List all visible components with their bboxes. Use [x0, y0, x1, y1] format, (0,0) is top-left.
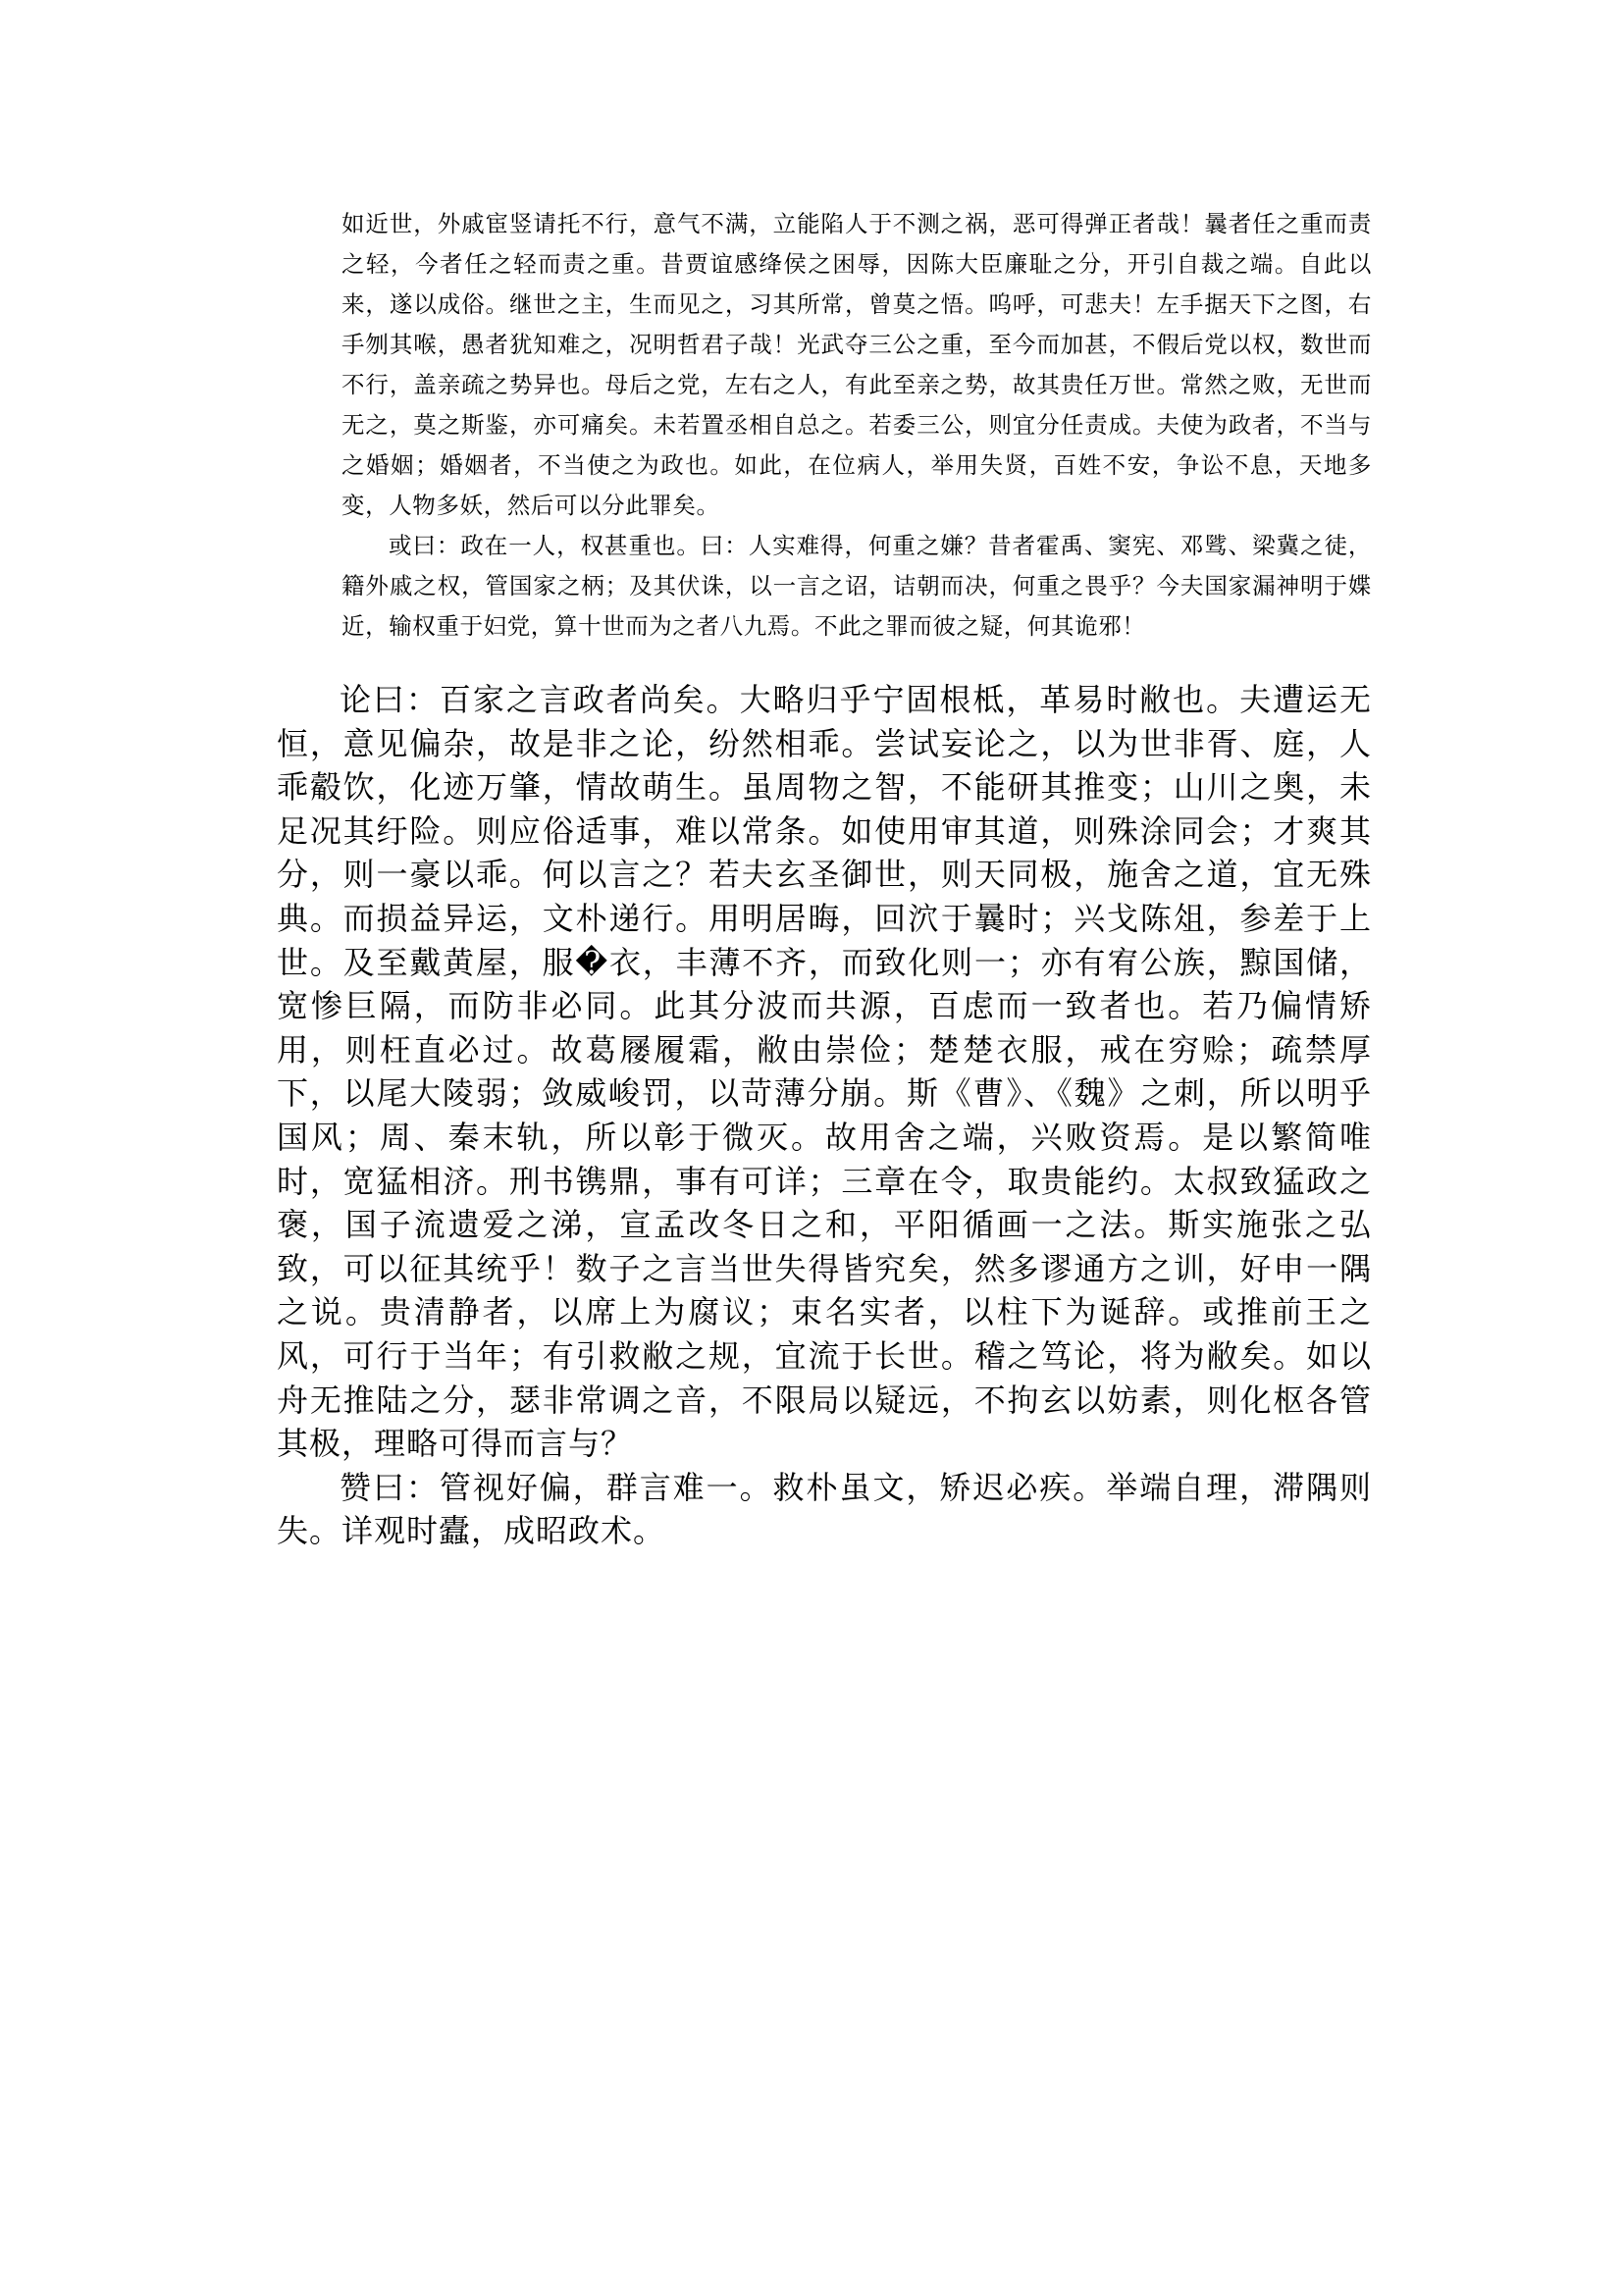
quoted-text-block [341, 204, 1372, 647]
main-text-block [277, 678, 1372, 1553]
quote-paragraph-2: 或曰：政在一人，权甚重也。曰：人实难得，何重之嫌？昔者霍禹、窦宪、邓骘、梁冀之徒，籍外戚之权，管国家之柄；及其伏诛，以一言之诏，诘朝而决，何重之畏乎？今夫国家漏神明于媟近，输权重于妇党，算十世而为之者八九焉。不此之罪而彼之疑，何其诡邪！ [341, 532, 1372, 640]
eulogy-paragraph: 赞曰：管视好偏，群言难一。救朴虽文，矫迟必疾。举端自理，滞隅则失。详观时蠹，成昭政术。 [277, 1468, 1372, 1550]
commentary-paragraph: 论曰：百家之言政者尚矣。大略归乎宁固根柢，革易时敝也。夫遭运无恒，意见偏杂，故是非之论，纷然相乖。尝试妄论之，以为世非胥、庭，人乖觳饮，化迹万肇，情故萌生。虽周物之智，不能研其推变；山川之奥，未足况其纡险。则应俗适事，难以常条。如使用审其道，则殊涂同会；才爽其分，则一豪以乖。何以言之？若夫玄圣御世，则天同极，施舍之道，宜无殊典。而损益异运，文朴递行。用明居晦，回泬于曩时；兴戈陈俎，参差于上世。及至戴黄屋，服�衣，丰薄不齐，而致化则一；亦有宥公族，黥国储，宽惨巨隔，而防非必同。此其分波而共源，百虑而一致者也。若乃偏情矫用，则枉直必过。故葛屦履霜，敝由崇俭；楚楚衣服，戒在穷赊；疏禁厚下，以尾大陵弱；敛威峻罚，以苛薄分崩。斯《曹》、《魏》之刺，所以明乎国风；周、秦末轨，所以彰于微灭。故用舍之端，兴败资焉。是以繁简唯时，宽猛相济。刑书镌鼎，事有可详；三章在令，取贵能约。太叔致猛政之褒，国子流遗爱之涕，宣孟改冬日之和，平阳循画一之法。斯实施张之弘致，可以征其统乎！数子之言当世失得皆究矣，然多谬通方之训，好申一隅之说。贵清静者，以席上为腐议；束名实者，以柱下为诞辞。或推前王之风，可行于当年；有引救敝之规，宜流于长世。稽之笃论，将为敝矣。如以舟无推陆之分，瑟非常调之音，不限局以疑远，不拘玄以妨素，则化枢各管其极，理略可得而言与？ [277, 681, 1372, 1463]
quote-paragraph-1: 如近世，外戚宦竖请托不行，意气不满，立能陷人于不测之祸，恶可得弹正者哉！曩者任之重而责之轻，今者任之轻而责之重。昔贾谊感绛侯之困辱，因陈大臣廉耻之分，开引自裁之端。自此以来，遂以成俗。继世之主，生而见之，习其所常，曾莫之悟。呜呼，可悲夫！左手据天下之图，右手刎其喉，愚者犹知难之，况明哲君子哉！光武夺三公之重，至今而加甚，不假后党以权，数世而不行，盖亲疏之势异也。母后之党，左右之人，有此至亲之势，故其贵任万世。常然之败，无世而无之，莫之斯鉴，亦可痛矣。未若置丞相自总之。若委三公，则宜分任责成。夫使为政者，不当与之婚姻；婚姻者，不当使之为政也。如此，在位病人，举用失贤，百姓不安，争讼不息，天地多变，人物多妖，然后可以分此罪矣。 [341, 210, 1372, 519]
